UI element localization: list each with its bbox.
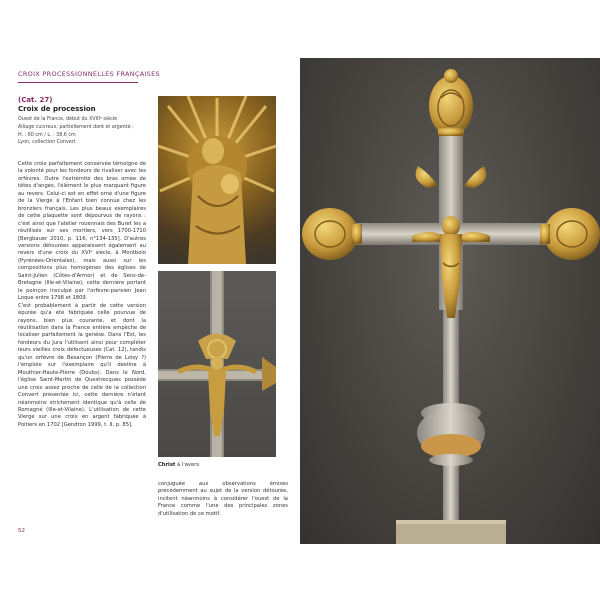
catalogue-title: Croix de procession: [18, 105, 96, 113]
caption-rest: à l'avers: [175, 462, 200, 468]
meta-line: Alliage cuivreux, partiellement doré et argenté ;: [18, 124, 134, 130]
body-text-column-2: [158, 481, 288, 518]
processional-cross-illustration: [300, 58, 600, 544]
meta-line: H. : 60 cm / L. : 38,6 cm: [18, 132, 76, 138]
body-paragraph: Cette croix parfaitement conservée témoigne de la volonté pour les fondeurs de rivaliser avec les orfèvres. Outre l'extrémité des bras ornée de têtes d'anges, l'élément le plus marquant figure au revers. Celui-ci est en effet orné d'une figure de la Vierge à l'Enfant bien connue chez les bronziers français. Les plus beaux exemplaires de cette plaquette sont dépourvus de rayons : c'est ainsi que l'atelier rouennais des Buret les a réutilisés sur ses mortiers, vers 1700-1710 [Bergbauer 2010, p. 116, n°134-135]. D'autres versions détourées apparaissent également au revers d'une croix du XVIᵉ siècle, à Montbolo (Pyrénées-Orientales), mais aussi sur les compositions plus homogènes des églises de Saint-Julien (Côtes-d'Armor) et de Sens-de-Bretagne (Ille-et-Vilaine), cette dernière portant le poinçon insculpé par l'orfèvre-parisien Jean Loque entre 1798 et 1809.: [18, 161, 146, 302]
catalogue-number: (Cat. 27): [18, 96, 53, 104]
photo-caption: [158, 462, 199, 468]
running-header: CROIX PROCESSIONNELLES FRANÇAISES: [18, 70, 160, 78]
meta-line: Lyon, collection Convert: [18, 140, 76, 146]
photo-christ: [158, 271, 276, 457]
caption-bold: Christ: [158, 462, 176, 468]
photo-virgin-and-child: [158, 96, 276, 264]
meta-line: Ouest de la France, début du XVIIIᵉ siècle: [18, 117, 118, 122]
left-page: [0, 58, 300, 544]
body-paragraph: C'est probablement à partir de cette version épurée qu'a été fabriquée celle pourvue de rayons, bien plus courante, et dont la réutilisation dans la France entière empêche de localiser parfaitement la genèse. Dans l'Est, les fondeurs du Jura l'utilisent ainsi pour compléter leurs vieilles croix défectueuses (Cat. 12), tandis qu'un orfèvre de Besançon (Pierre de Loisy ?) l'emploie sur l'exemplaire qu'il destine à Mouthier-Haute-Pierre (Doubs). Dans le Nord, l'église Saint-Martin de Questrecques possède une croix assez proche de celle de la collection Convert présentée ici, cette dernière n'étant néanmoins strictement identique qu'à celle de Romagné (Ille-et-Vilaine). L'utilisation de cette Vierge sur une croix en argent fabriquée à Poitiers en 1702 [Gendron 1999, t. II, p. 85],: [18, 302, 146, 428]
body-text: [18, 161, 146, 429]
christ-illustration: [158, 271, 276, 457]
body-paragraph: conjuguée aux observations émises précédemment au sujet de la version détourée, incitent néanmoins à considérer l'ouest de la France comme l'une des principales zones d'utilisation de ce motif.: [158, 481, 288, 517]
page-number: 52: [18, 528, 25, 534]
virgin-child-illustration: [158, 96, 276, 264]
catalogue-meta: [18, 116, 153, 147]
header-rule: [18, 82, 138, 83]
book-spread: [0, 58, 600, 544]
photo-processional-cross: [300, 58, 600, 544]
